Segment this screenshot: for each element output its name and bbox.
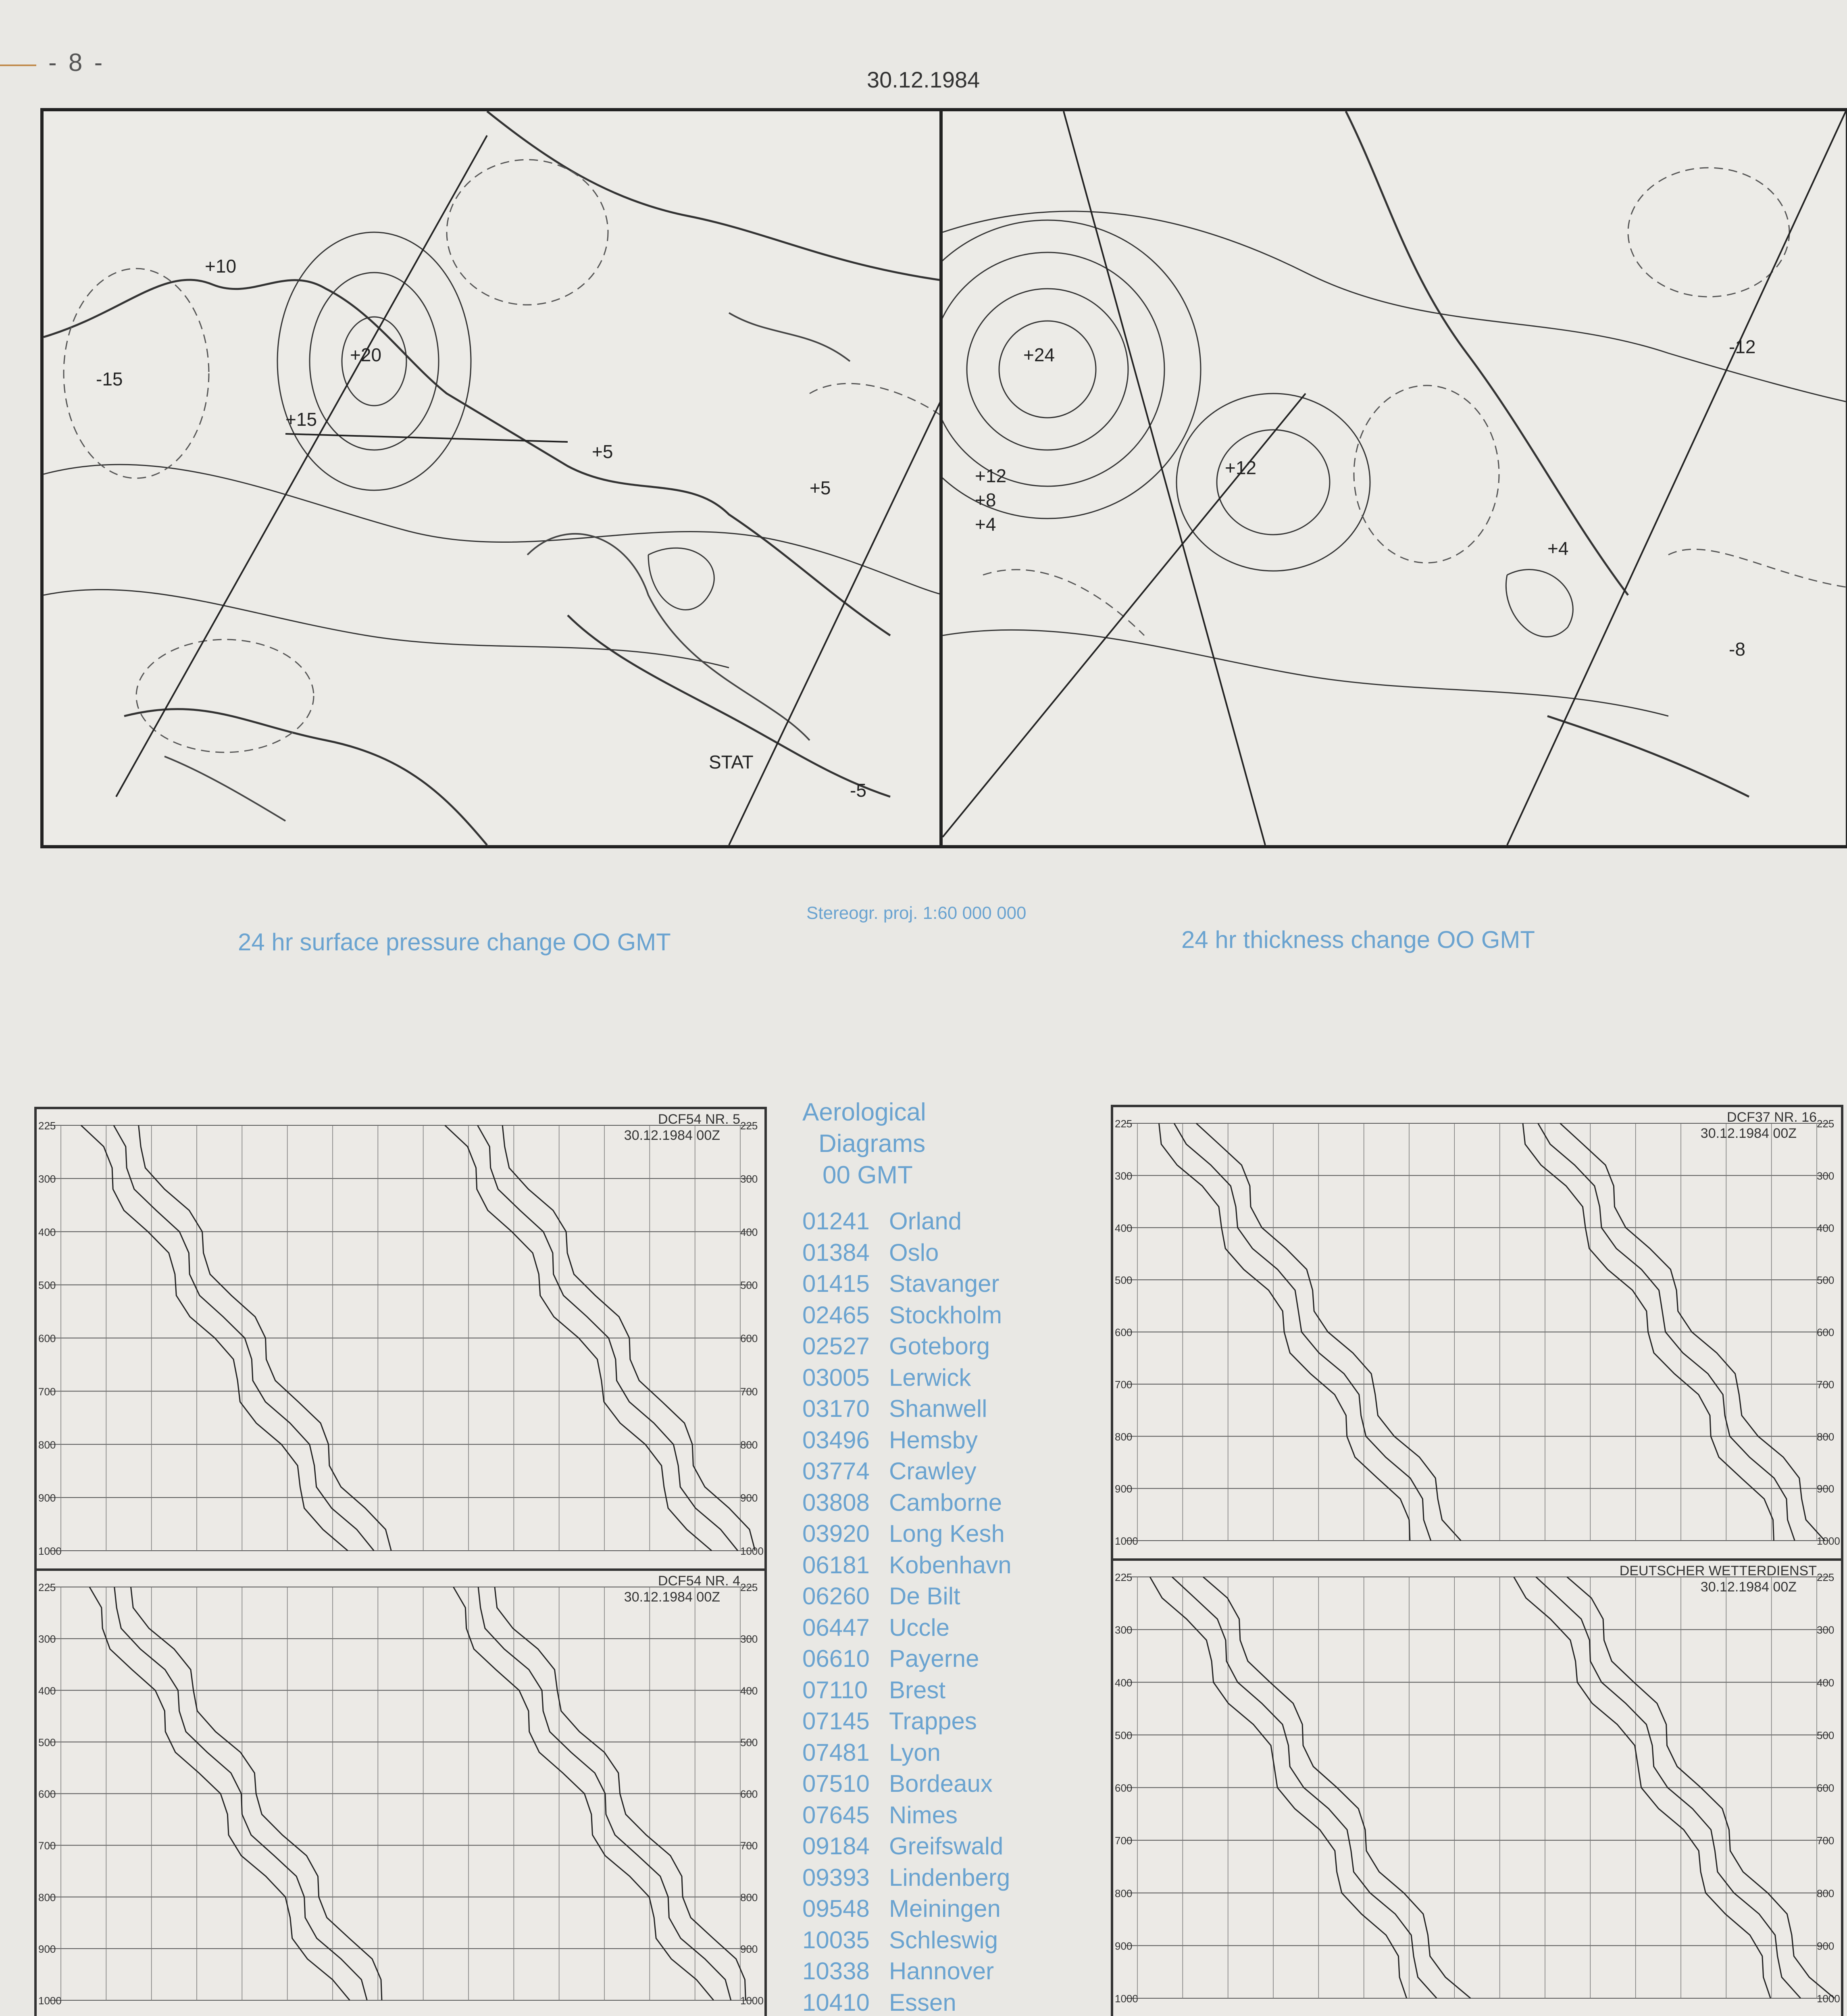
station-code: 02527 <box>802 1333 870 1360</box>
pressure-level-label: 900 <box>740 1492 758 1504</box>
station-code: 07145 <box>802 1708 870 1735</box>
pressure-level-label: 400 <box>740 1226 758 1238</box>
surface-pressure-change-map <box>40 108 947 848</box>
svg-text:-15: -15 <box>96 369 123 389</box>
station-name: Hannover <box>889 1958 994 1985</box>
station-row <box>802 1706 1072 1737</box>
projection-note: Stereogr. proj. 1:60 000 000 <box>806 903 1027 923</box>
aerological-diagram-panel-5 <box>1111 1558 1843 2016</box>
pressure-level-label: 1000 <box>1115 1993 1138 2005</box>
station-code: 03496 <box>802 1426 870 1454</box>
pressure-level-label: 300 <box>1817 1170 1835 1182</box>
station-code: 10338 <box>802 1958 870 1985</box>
station-row <box>802 1768 1072 1799</box>
pressure-level-label: 225 <box>1115 1118 1133 1130</box>
station-code: 07110 <box>802 1676 868 1704</box>
station-code: 07510 <box>802 1770 870 1797</box>
station-code: 03170 <box>802 1395 870 1422</box>
pressure-level-label: 700 <box>1817 1835 1835 1847</box>
aerological-diagram-panel-4 <box>1111 1105 1843 1563</box>
pressure-level-label: 400 <box>38 1685 56 1697</box>
pressure-level-label: 900 <box>1817 1483 1835 1495</box>
pressure-level-label: 500 <box>1115 1729 1133 1741</box>
pressure-level-label: 300 <box>740 1173 758 1185</box>
pressure-level-label: 700 <box>1115 1378 1133 1391</box>
pressure-level-label: 400 <box>1115 1222 1133 1234</box>
station-code: 06610 <box>802 1645 870 1672</box>
station-row <box>802 1924 1072 1956</box>
pressure-level-label: 600 <box>740 1332 758 1345</box>
panel-date: 30.12.1984 00Z <box>624 1589 720 1605</box>
station-code: 03808 <box>802 1489 870 1516</box>
pressure-level-label: 1000 <box>38 1995 62 2007</box>
pressure-map-drawing <box>44 111 944 845</box>
pressure-level-label: 900 <box>1115 1483 1133 1495</box>
panel-header: DCF54 NR. 4 <box>658 1573 740 1589</box>
station-name: Goteborg <box>889 1333 990 1360</box>
svg-text:+12: +12 <box>975 465 1007 486</box>
aerological-diagram-drawing-4 <box>1113 1107 1841 1561</box>
pressure-level-label: 1000 <box>1115 1535 1138 1547</box>
page-date: 30.12.1984 <box>867 67 980 92</box>
station-name: Stockholm <box>889 1301 1002 1329</box>
pressure-level-label: 300 <box>1115 1170 1133 1182</box>
pressure-level-label: 225 <box>1115 1571 1133 1583</box>
pressure-level-label: 400 <box>38 1226 56 1238</box>
pressure-level-label: 400 <box>740 1685 758 1697</box>
pressure-level-label: 800 <box>38 1891 56 1904</box>
svg-text:+15: +15 <box>285 409 317 430</box>
svg-text:-12: -12 <box>1729 336 1756 357</box>
pressure-level-label: 600 <box>38 1332 56 1345</box>
pressure-level-label: 600 <box>1115 1326 1133 1339</box>
station-name: Trappes <box>889 1708 977 1735</box>
station-name: Camborne <box>889 1489 1002 1516</box>
station-row <box>802 1956 1072 1987</box>
pressure-level-label: 600 <box>1817 1326 1835 1339</box>
panel-header: DEUTSCHER WETTERDIENST <box>1619 1563 1817 1579</box>
station-code: 10410 <box>802 1989 870 2016</box>
station-code: 06447 <box>802 1614 870 1641</box>
station-row <box>802 1518 1072 1549</box>
svg-text:+12: +12 <box>1225 457 1257 478</box>
aerological-diagram-panel-1 <box>34 1107 767 1573</box>
pressure-level-label: 600 <box>38 1788 56 1800</box>
svg-text:+10: +10 <box>205 256 237 277</box>
station-name: Crawley <box>889 1458 977 1485</box>
station-name: Lindenberg <box>889 1864 1010 1891</box>
panel-date: 30.12.1984 00Z <box>624 1128 720 1143</box>
aerological-title-line3: 00 GMT <box>823 1161 913 1189</box>
aerological-diagram-drawing-2 <box>37 1571 764 2016</box>
station-row <box>802 1862 1072 1893</box>
svg-text:+8: +8 <box>975 489 996 510</box>
station-row <box>802 1643 1072 1674</box>
station-row <box>802 1674 1072 1706</box>
station-row <box>802 1362 1072 1393</box>
pressure-level-label: 700 <box>38 1385 56 1398</box>
station-row <box>802 1206 1072 1237</box>
thickness-map-drawing <box>943 111 1846 845</box>
station-row <box>802 1393 1072 1425</box>
aerological-title-line2: Diagrams <box>818 1130 926 1158</box>
station-row <box>802 1831 1072 1862</box>
pressure-level-label: 500 <box>1817 1729 1835 1741</box>
svg-text:+5: +5 <box>592 441 613 462</box>
pressure-level-label: 1000 <box>1817 1993 1840 2005</box>
pressure-level-label: 800 <box>1115 1887 1133 1899</box>
station-name: Kobenhavn <box>889 1551 1012 1579</box>
pressure-level-label: 300 <box>38 1633 56 1645</box>
pressure-level-label: 300 <box>38 1173 56 1185</box>
station-name: Lyon <box>889 1739 941 1766</box>
pressure-level-label: 700 <box>740 1385 758 1398</box>
aerological-diagram-panel-2 <box>34 1568 767 2016</box>
aerological-title <box>802 1097 926 1191</box>
station-name: De Bilt <box>889 1583 960 1610</box>
pressure-level-label: 900 <box>38 1943 56 1955</box>
pressure-level-label: 225 <box>740 1581 758 1593</box>
pressure-level-label: 800 <box>740 1439 758 1451</box>
pressure-level-label: 900 <box>1115 1940 1133 1952</box>
pressure-level-label: 225 <box>1817 1571 1835 1583</box>
station-code: 03005 <box>802 1364 870 1391</box>
station-row <box>802 1268 1072 1300</box>
svg-text:+4: +4 <box>1547 538 1569 559</box>
pressure-level-label: 600 <box>740 1788 758 1800</box>
station-name: Brest <box>889 1676 946 1704</box>
page-edge-mark <box>0 65 36 66</box>
station-row <box>802 1425 1072 1456</box>
station-name: Hemsby <box>889 1426 978 1454</box>
station-name: Uccle <box>889 1614 950 1641</box>
pressure-level-label: 800 <box>1817 1887 1835 1899</box>
pressure-level-label: 900 <box>740 1943 758 1955</box>
pressure-level-label: 500 <box>38 1736 56 1749</box>
station-code: 07645 <box>802 1801 870 1829</box>
pressure-level-label: 1000 <box>38 1545 62 1557</box>
panel-date: 30.12.1984 00Z <box>1700 1126 1797 1141</box>
station-name: Nimes <box>889 1801 958 1829</box>
pressure-level-label: 1000 <box>1817 1535 1840 1547</box>
station-code: 01384 <box>802 1239 870 1266</box>
pressure-level-label: 900 <box>38 1492 56 1504</box>
station-code: 09184 <box>802 1833 870 1860</box>
pressure-level-label: 225 <box>38 1120 56 1132</box>
station-row <box>802 1987 1072 2016</box>
pressure-level-label: 600 <box>1817 1782 1835 1794</box>
pressure-level-label: 800 <box>740 1891 758 1904</box>
station-row <box>802 1331 1072 1362</box>
station-name: Oslo <box>889 1239 939 1266</box>
station-row <box>802 1612 1072 1643</box>
pressure-level-label: 500 <box>1817 1274 1835 1287</box>
station-name: Essen <box>889 1989 956 2016</box>
station-name: Long Kesh <box>889 1520 1005 1547</box>
pressure-level-label: 900 <box>1817 1940 1835 1952</box>
pressure-level-label: 225 <box>1817 1118 1835 1130</box>
station-name: Bordeaux <box>889 1770 993 1797</box>
station-code: 09548 <box>802 1895 870 1922</box>
station-row <box>802 1581 1072 1612</box>
station-code: 03920 <box>802 1520 870 1547</box>
station-row <box>802 1549 1072 1581</box>
station-name: Greifswald <box>889 1833 1004 1860</box>
pressure-level-label: 700 <box>38 1839 56 1852</box>
pressure-level-label: 225 <box>740 1120 758 1132</box>
pressure-level-label: 700 <box>740 1839 758 1852</box>
station-code: 06260 <box>802 1583 870 1610</box>
svg-text:+24: +24 <box>1023 344 1055 365</box>
pressure-level-label: 800 <box>1115 1431 1133 1443</box>
station-code: 01415 <box>802 1270 870 1297</box>
station-name: Shanwell <box>889 1395 987 1422</box>
pressure-level-label: 300 <box>1115 1624 1133 1636</box>
panel-date: 30.12.1984 00Z <box>1700 1579 1797 1595</box>
pressure-level-label: 400 <box>1817 1222 1835 1234</box>
pressure-level-label: 500 <box>740 1279 758 1291</box>
svg-text:-5: -5 <box>850 780 866 801</box>
pressure-level-label: 700 <box>1115 1835 1133 1847</box>
aerological-title-line1: Aerological <box>802 1098 926 1126</box>
station-code: 06181 <box>802 1551 870 1579</box>
station-name: Payerne <box>889 1645 979 1672</box>
svg-text:+4: +4 <box>975 514 996 535</box>
page-number: - 8 - <box>48 49 105 77</box>
svg-text:+20: +20 <box>350 344 382 365</box>
station-row <box>802 1300 1072 1331</box>
panel-header: DCF54 NR. 5 <box>658 1112 740 1127</box>
pressure-level-label: 400 <box>1115 1677 1133 1689</box>
pressure-level-label: 1000 <box>740 1545 764 1557</box>
station-row <box>802 1237 1072 1268</box>
station-row <box>802 1456 1072 1487</box>
aerological-diagram-drawing-5 <box>1113 1561 1841 2016</box>
station-code: 10035 <box>802 1926 870 1954</box>
station-code: 01241 <box>802 1208 870 1235</box>
right-map-caption: 24 hr thickness change OO GMT <box>1181 926 1535 953</box>
pressure-level-label: 1000 <box>740 1995 764 2007</box>
station-code: 09393 <box>802 1864 870 1891</box>
pressure-level-label: 700 <box>1817 1378 1835 1391</box>
pressure-level-label: 400 <box>1817 1677 1835 1689</box>
station-list <box>802 1206 1072 2016</box>
svg-text:STAT: STAT <box>709 752 754 773</box>
station-name: Schleswig <box>889 1926 998 1954</box>
pressure-level-label: 500 <box>740 1736 758 1749</box>
thickness-change-map <box>939 108 1847 848</box>
pressure-level-label: 800 <box>38 1439 56 1451</box>
station-code: 07481 <box>802 1739 870 1766</box>
station-name: Lerwick <box>889 1364 971 1391</box>
station-row <box>802 1737 1072 1768</box>
pressure-level-label: 300 <box>1817 1624 1835 1636</box>
station-name: Meiningen <box>889 1895 1001 1922</box>
pressure-level-label: 800 <box>1817 1431 1835 1443</box>
pressure-level-label: 500 <box>1115 1274 1133 1287</box>
pressure-level-label: 225 <box>38 1581 56 1593</box>
pressure-level-label: 300 <box>740 1633 758 1645</box>
left-map-caption: 24 hr surface pressure change OO GMT <box>238 929 671 956</box>
pressure-level-label: 500 <box>38 1279 56 1291</box>
station-name: Orland <box>889 1208 962 1235</box>
station-row <box>802 1487 1072 1518</box>
station-row <box>802 1799 1072 1831</box>
station-row <box>802 1893 1072 1924</box>
svg-text:-8: -8 <box>1729 639 1745 660</box>
aerological-diagram-drawing-1 <box>37 1109 764 1571</box>
station-name: Stavanger <box>889 1270 1000 1297</box>
station-code: 03774 <box>802 1458 870 1485</box>
pressure-level-label: 600 <box>1115 1782 1133 1794</box>
panel-header: DCF37 NR. 16 <box>1727 1110 1817 1125</box>
svg-text:+5: +5 <box>810 477 831 498</box>
station-code: 02465 <box>802 1301 870 1329</box>
